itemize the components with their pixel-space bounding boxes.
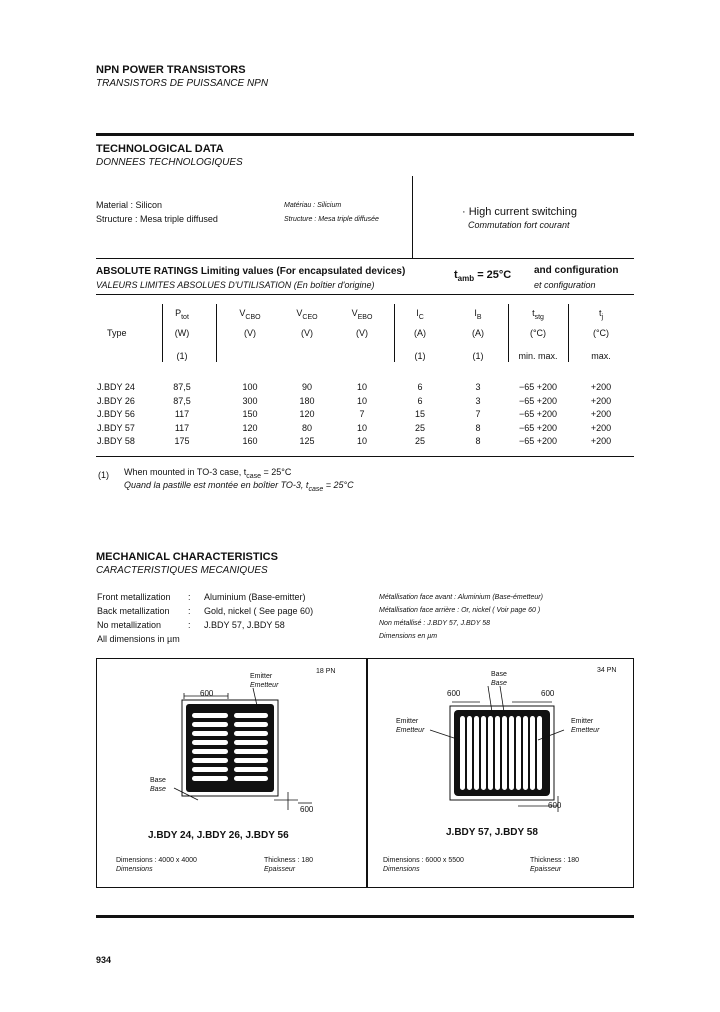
table-cell: 10 — [356, 382, 367, 392]
row-type: J.BDY 26 — [97, 395, 135, 406]
table-cell: 120 — [242, 422, 258, 433]
left-dims-label: Dimensions : 4000 x 4000 — [116, 857, 197, 864]
table-cell: 10 — [356, 395, 367, 406]
tech-title-fr: DONNEES TECHNOLOGIQUES — [96, 157, 243, 168]
table-cell: 6 — [417, 395, 423, 406]
column-unit: (V) — [244, 328, 256, 338]
left-thick-label-fr: Epaisseur — [264, 866, 296, 873]
table-cell: −65 +200 — [518, 382, 558, 392]
table-rule-top — [96, 294, 634, 295]
right-dims-label-fr: Dimensions — [383, 866, 420, 873]
column-symbol: $V_{CEO}$ — [296, 308, 318, 321]
back-metal-label: Back metallization — [97, 606, 170, 616]
left-chip-code: 18 PN — [316, 668, 336, 675]
column-symbol: $I_B$ — [474, 308, 482, 321]
table-cell: 3 — [475, 395, 481, 406]
material-en: Material : Silicon — [96, 200, 163, 210]
table-cell: 7 — [475, 409, 481, 419]
no-metal-value: J.BDY 57, J.BDY 58 — [204, 620, 285, 630]
right-thick-label: Thickness : 180 — [530, 857, 580, 864]
table-cell: 10 — [356, 422, 367, 433]
table-cell: 25 — [414, 436, 425, 446]
column-note: min. max. — [518, 351, 558, 361]
table-rule-bottom — [96, 456, 634, 457]
dims-fr: Dimensions en µm — [379, 633, 438, 640]
footnote-fr: Quand la pastille est montée en boîtier TO-3, $t_{case} = 25^\circ C$ — [124, 480, 354, 493]
ratings-title-fr: VALEURS LIMITES ABSOLUES D'UTILISATION (En boîtier d'origine) — [96, 280, 375, 290]
column-unit: (V) — [301, 328, 313, 338]
no-metal-label: No metallization — [97, 620, 162, 630]
table-cell: −65 +200 — [518, 395, 558, 406]
column-note: max. — [591, 351, 611, 361]
table-cell: −65 +200 — [518, 409, 558, 419]
row-type: J.BDY 56 — [97, 409, 135, 419]
column-symbol: $V_{EBO}$ — [351, 308, 373, 321]
table-cell: 90 — [301, 382, 312, 392]
left-thick-label: Thickness : 180 — [264, 857, 314, 864]
page-subtitle: TRANSISTORS DE PUISSANCE NPN — [96, 78, 269, 89]
table-cell: 6 — [417, 382, 423, 392]
table-cell: 8 — [475, 422, 481, 433]
column-unit: (°C) — [529, 328, 547, 338]
colon: : — [188, 620, 191, 630]
row-type: J.BDY 24 — [97, 382, 135, 392]
table-cell: 180 — [299, 395, 315, 406]
table-cell: 160 — [242, 436, 258, 446]
chip-diagram-right — [368, 660, 632, 886]
column-unit: (A) — [472, 328, 484, 338]
table-cell: 150 — [242, 409, 258, 419]
table-cell: 300 — [242, 395, 258, 406]
structure-fr: Structure : Mesa triple diffusée — [284, 216, 379, 223]
right-emitter-fr: Emetteur — [396, 727, 425, 734]
right-dims-label: Dimensions : 6000 x 5500 — [383, 857, 464, 864]
dims-en: All dimensions in µm — [97, 634, 180, 644]
back-metal-fr: Métallisation face arrière : Or, nickel ( Voir page 60 ) — [379, 607, 541, 614]
tamb-condition: $t_{amb} = 25^\circ C$ — [454, 269, 512, 284]
right-base-en: Base — [491, 671, 507, 678]
feature-fr: Commutation fort courant — [468, 220, 570, 230]
column-note: (1) — [176, 351, 188, 361]
table-cell: 120 — [299, 409, 315, 419]
left-emitter-en: Emitter — [250, 673, 273, 680]
config-fr: et configuration — [534, 280, 596, 290]
left-chip-caption: J.BDY 24, J.BDY 26, J.BDY 56 — [148, 830, 289, 841]
table-cell: +200 — [590, 382, 612, 392]
type-header: Type — [107, 328, 127, 338]
table-cell: 125 — [299, 436, 315, 446]
mech-title-fr: CARACTERISTIQUES MECANIQUES — [96, 565, 268, 576]
structure-en: Structure : Mesa triple diffused — [96, 214, 218, 224]
chip-diagram-left — [98, 660, 364, 886]
right-emitter2-en: Emitter — [571, 718, 594, 725]
page-title: NPN POWER TRANSISTORS — [96, 64, 246, 76]
section-rule-bottom — [96, 915, 634, 918]
front-metal-fr: Métallisation face avant : Aluminium (Base-émetteur) — [379, 594, 543, 601]
table-cell: 10 — [356, 436, 367, 446]
footnote-num: (1) — [98, 470, 109, 480]
column-symbol: $t_{stg}$ — [532, 308, 544, 321]
column-symbol: $I_C$ — [416, 308, 424, 321]
column-unit: (°C) — [592, 328, 610, 338]
table-cell: 15 — [414, 409, 425, 419]
table-cell: −65 +200 — [518, 436, 558, 446]
row-type: J.BDY 57 — [97, 422, 135, 433]
section-rule — [96, 258, 634, 259]
colon: : — [188, 592, 191, 602]
column-symbol: $P_{tot}$ — [175, 308, 189, 321]
table-cell: 80 — [301, 422, 312, 433]
section-rule-top — [96, 133, 634, 136]
right-chip-caption: J.BDY 57, J.BDY 58 — [446, 827, 538, 838]
table-cell: 175 — [174, 436, 190, 446]
left-base-en: Base — [150, 777, 166, 784]
front-metal-value: Aluminium (Base-emitter) — [204, 592, 306, 602]
table-cell: 8 — [475, 436, 481, 446]
column-unit: (W) — [174, 328, 190, 338]
table-cell: +200 — [590, 409, 612, 419]
table-cell: 3 — [475, 382, 481, 392]
right-emitter-en: Emitter — [396, 718, 419, 725]
column-note: (1) — [472, 351, 484, 361]
table-cell: 117 — [174, 409, 190, 419]
colon: : — [188, 606, 191, 616]
material-fr: Matériau : Silicium — [284, 202, 342, 209]
table-divider — [568, 304, 569, 362]
no-metal-fr: Non métallisé : J.BDY 57, J.BDY 58 — [379, 620, 491, 627]
mech-title: MECHANICAL CHARACTERISTICS — [96, 551, 278, 563]
back-metal-value: Gold, nickel ( See page 60) — [204, 606, 314, 616]
left-emitter-fr: Emetteur — [250, 682, 279, 689]
column-unit: (A) — [414, 328, 426, 338]
left-base-fr: Base — [150, 786, 166, 793]
column-symbol: $V_{CBO}$ — [239, 308, 261, 321]
row-type: J.BDY 58 — [97, 436, 135, 446]
right-emitter2-fr: Emetteur — [571, 727, 600, 734]
table-cell: +200 — [590, 395, 612, 406]
left-dim-top: 600 — [200, 689, 214, 698]
table-cell: +200 — [590, 422, 612, 433]
right-dim-bottom: 600 — [548, 801, 562, 810]
table-cell: 117 — [174, 422, 190, 433]
right-chip-code: 34 PN — [597, 667, 617, 674]
column-symbol: $t_j$ — [598, 308, 604, 321]
feature-en: · High current switching — [462, 206, 577, 218]
table-cell: 100 — [242, 382, 258, 392]
right-thick-label-fr: Epaisseur — [530, 866, 562, 873]
table-cell: 87,5 — [173, 382, 191, 392]
ratings-title: ABSOLUTE RATINGS Limiting values (For encapsulated devices) — [96, 266, 406, 277]
page-number: 934 — [96, 955, 112, 965]
right-dim-top-left: 600 — [447, 689, 461, 698]
left-dims-label-fr: Dimensions — [116, 866, 153, 873]
front-metal-label: Front metallization — [97, 592, 171, 602]
table-cell: +200 — [590, 436, 612, 446]
table-divider — [216, 304, 217, 362]
table-cell: −65 +200 — [518, 422, 558, 433]
tech-divider — [412, 176, 413, 258]
table-cell: 87,5 — [173, 395, 191, 406]
config-en: and configuration — [534, 265, 619, 276]
column-note: (1) — [414, 351, 426, 361]
left-dim-bottom: 600 — [300, 805, 314, 814]
tech-title: TECHNOLOGICAL DATA — [96, 143, 224, 155]
footnote-en: When mounted in TO-3 case, $t_{case} = 25^\circ C$ — [124, 467, 292, 480]
table-cell: 7 — [359, 409, 365, 419]
right-base-fr: Base — [491, 680, 507, 687]
right-dim-top-right: 600 — [541, 689, 555, 698]
column-unit: (V) — [356, 328, 368, 338]
table-cell: 25 — [414, 422, 425, 433]
